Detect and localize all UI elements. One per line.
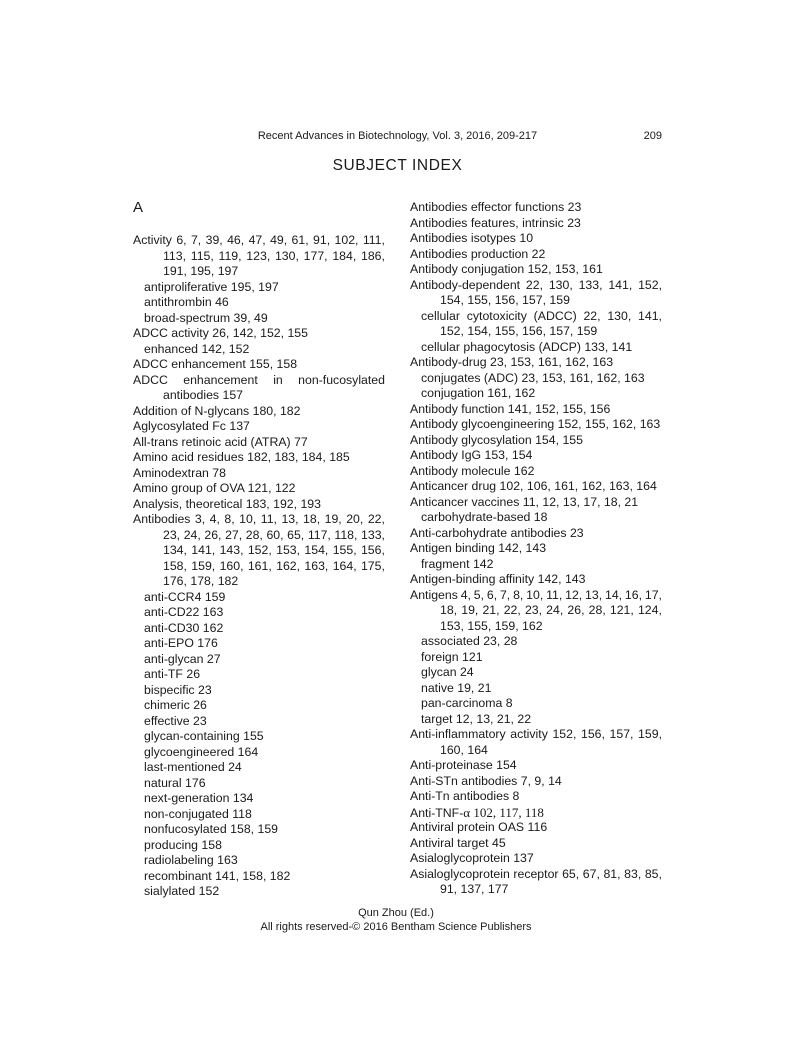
index-entry-line: Anti-proteinase 154 [410,758,517,772]
index-entry-line: non-conjugated 118 [144,806,252,821]
index-entry-line: anti-CCR4 159 [144,589,226,604]
index-entry-line: 153, 155, 159, 162 [440,618,543,633]
index-entry-line: native 19, 21 [421,680,492,695]
index-entry-line: 23, 24, 26, 27, 28, 60, 65, 117, 118, 133, [163,527,385,542]
index-entry-line: conjugation 161, 162 [421,386,536,400]
index-entry-line: glycoengineered 164 [144,744,259,759]
index-entry-line: antiproliferative 195, 197 [144,279,279,294]
index-entry-line: radiolabeling 163 [144,853,238,867]
index-entry-line: Antibody glycosylation 154, 155 [410,432,583,447]
index-entry-line: 160, 164 [440,742,488,757]
running-header [133,130,662,144]
page-number: 209 [636,130,662,143]
index-entry-line: glycan 24 [421,665,474,679]
index-entry-line: nonfucosylated 158, 159 [144,822,279,836]
index-entry-line: Antigens 4, 5, 6, 7, 8, 10, 11, 12, 13, 14, 16, 17, [410,587,662,602]
index-entry-line: Antibodies isotypes 10 [410,231,534,245]
index-entry-line: Antigen-binding affinity 142, 143 [410,572,586,586]
index-entry-line: Antibody-dependent 22, 130, 133, 141, 152, [410,277,662,292]
index-entry-line: Aglycosylated Fc 137 [133,419,250,433]
footer-copyright: All rights reserved-© 2016 Bentham Science Publishers [260,921,532,933]
index-entry-line: cellular phagocytosis (ADCP) 133, 141 [421,339,633,354]
index-entry-line: Anticancer drug 102, 106, 161, 162, 163, 164 [410,479,657,493]
index-entry-line: Activity 6, 7, 39, 46, 47, 49, 61, 91, 102, 111, [133,233,385,247]
index-entry-line: natural 176 [144,775,206,790]
footer-editor: Qun Zhou (Ed.) [358,907,434,919]
index-entry-line: Asialoglycoprotein receptor 65, 67, 81, 83, 85, [410,866,662,881]
index-entry-line: Anticancer vaccines 11, 12, 13, 17, 18, 21 [410,494,639,509]
page-title: SUBJECT INDEX [332,157,463,174]
index-entry-line: associated 23, 28 [421,634,518,648]
index-entry-line: glycan-containing 155 [144,729,264,743]
index-column-right [410,200,662,898]
page-footer [0,906,792,934]
index-entry-line: 176, 178, 182 [163,574,239,588]
index-entry-line: cellular cytotoxicity (ADCC) 22, 130, 141, [421,308,662,323]
index-entry-line: enhanced 142, 152 [144,341,250,356]
index-entry-line: Antibodies features, intrinsic 23 [410,215,581,230]
index-entry-line: antithrombin 46 [144,295,229,309]
index-entry-line: anti-CD22 163 [144,605,224,619]
index-entry-line: Antibody glycoengineering 152, 155, 162, 163 [410,417,661,431]
index-entry-line: pan-carcinoma 8 [421,696,513,710]
index-entry-line: Antibodies production 22 [410,246,546,261]
index-entry-line: Analysis, theoretical 183, 192, 193 [133,496,321,511]
index-entry-line: Antibody IgG 153, 154 [410,448,533,462]
index-entry-line: 154, 155, 156, 157, 159 [440,293,570,307]
index-entry-line: ADCC enhancement 155, 158 [133,357,298,371]
index-entry-line: Antibody conjugation 152, 153, 161 [410,262,603,276]
index-entry-line: Amino acid residues 182, 183, 184, 185 [133,450,350,464]
index-entry-line: 191, 195, 197 [163,264,239,278]
index-entry-line: Antiviral protein OAS 116 [410,820,548,834]
index-entry-line: ADCC activity 26, 142, 152, 155 [133,326,308,340]
index-entry-line: foreign 121 [421,649,483,664]
index-column-left [133,200,385,900]
index-entry-line: Amino group of OVA 121, 122 [133,481,296,495]
index-entry-line: All-trans retinoic acid (ATRA) 77 [133,434,308,449]
index-entry-line: conjugates (ADC) 23, 153, 161, 162, 163 [421,370,645,385]
index-entry-line: Aminodextran 78 [133,465,226,480]
index-entry-line: chimeric 26 [144,698,207,712]
section-letter: A [133,199,144,216]
index-entry-line: Anti-Tn antibodies 8 [410,789,520,803]
index-entry-line: Antiviral target 45 [410,835,506,850]
index-entry-line: sialylated 152 [144,884,220,898]
index-entry-line: Anti-carbohydrate antibodies 23 [410,525,584,540]
index-entry-line: 113, 115, 119, 123, 130, 177, 184, 186, [163,248,385,263]
index-entry-line: anti-glycan 27 [144,651,221,666]
index-entry-line: anti-TF 26 [144,667,201,681]
index-entry-line: Addition of N-glycans 180, 182 [133,403,301,418]
index-lines-right [410,200,662,898]
index-entry-line: ADCC enhancement in non-fucosylated [133,372,385,387]
index-entry-line: Antigen binding 142, 143 [410,541,547,555]
index-entry-line: Anti-inflammatory activity 152, 156, 157, 159, [410,727,662,741]
index-entry-line: last-mentioned 24 [144,760,242,774]
index-entry-line: effective 23 [144,713,207,728]
index-entry-line: anti-EPO 176 [144,636,218,650]
index-entry-line: producing 158 [144,837,222,852]
index-entry-line: target 12, 13, 21, 22 [421,711,532,726]
running-title: Recent Advances in Biotechnology, Vol. 3, 2016, 209-217 [257,130,538,142]
index-entry-line: bispecific 23 [144,682,212,697]
index-entry-line: 18, 19, 21, 22, 23, 24, 26, 28, 121, 124, [440,603,662,617]
index-entry-line: Anti-TNF-α 102, 117, 118 [410,804,544,820]
index-entry-line: Antibody function 141, 152, 155, 156 [410,401,611,416]
index-entry-line: broad-spectrum 39, 49 [144,310,268,325]
index-entry-line: Antibody-drug 23, 153, 161, 162, 163 [410,355,614,369]
index-entry-line: anti-CD30 162 [144,620,224,635]
index-entry-line: Antibody molecule 162 [410,463,535,478]
index-entry-line: next-generation 134 [144,791,254,805]
index-entry-line: 152, 154, 155, 156, 157, 159 [440,324,598,338]
index-entry-line: carbohydrate-based 18 [421,510,548,524]
index-entry-line: Anti-STn antibodies 7, 9, 14 [410,773,562,788]
index-entry-line: recombinant 141, 158, 182 [144,868,291,883]
index-entry-line: Asialoglycoprotein 137 [410,851,534,865]
index-entry-line: antibodies 157 [163,388,243,402]
index-entry-line: 158, 159, 160, 161, 162, 163, 164, 175, [163,558,385,573]
index-entry-line: 134, 141, 143, 152, 153, 154, 155, 156, [163,543,385,557]
index-entry-line: Antibodies 3, 4, 8, 10, 11, 13, 18, 19, 20, 22, [133,512,385,526]
index-entry-line: Antibodies effector functions 23 [410,200,582,214]
index-lines-left [133,233,385,900]
index-entry-line: 91, 137, 177 [440,882,509,896]
index-entry-line: fragment 142 [421,556,494,571]
